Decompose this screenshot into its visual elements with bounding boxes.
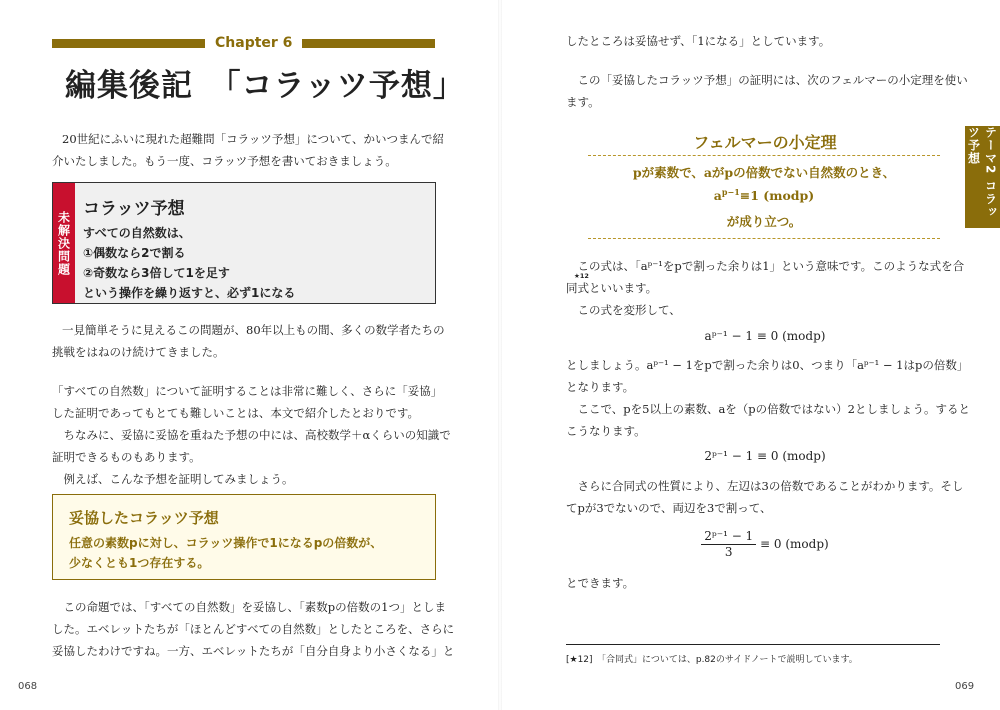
theorem-formula — [500, 187, 1000, 203]
footnote-marker: ★12 — [574, 272, 589, 280]
footnote: [★12] 「合同式」については、p.82のサイドノートで説明しています。 — [566, 655, 858, 665]
intro-paragraph — [52, 128, 444, 172]
right-page — [500, 0, 1000, 710]
page-number-left: 068 — [18, 681, 38, 692]
text-line: この式は、「aᵖ⁻¹をpで割った余りは1」という意味です。このような式を合 — [566, 259, 965, 273]
text-line: した証明であってもとても難しいことは、本文で紹介したとおりです。 — [52, 406, 419, 420]
paragraph-divide — [566, 475, 963, 519]
text-line: ここで、pを5以上の素数、aを（pの倍数ではない）2としましょう。すると — [566, 402, 970, 416]
text-line: となります。 — [566, 380, 635, 394]
fraction-numerator: 2ᵖ⁻¹ − 1 — [701, 529, 756, 545]
text-line: ②奇数なら3倍して1を足す — [83, 266, 230, 280]
text-line: ちなみに、妥協に妥協を重ねた予想の中には、高校数学＋αくらいの知識で — [52, 428, 451, 442]
page-number-right: 069 — [955, 681, 975, 692]
theorem-divider-top — [588, 155, 940, 156]
text-line: こうなります。 — [566, 424, 646, 438]
unsolved-box-body — [83, 223, 295, 303]
theorem-title: フェルマーの小定理 — [693, 133, 837, 152]
text-line: ①偶数なら2で割る — [83, 246, 186, 260]
compromised-conjecture-box — [52, 494, 436, 580]
text-line: 任意の素数pに対し、コラッツ操作で1になるpの倍数が、 — [69, 536, 383, 550]
footnote-rule — [566, 644, 940, 645]
text-line: 例えば、こんな予想を証明してみましょう。 — [52, 472, 294, 486]
formula-base: a — [713, 188, 722, 204]
compromise-box-title: 妥協したコラッツ予想 — [69, 509, 219, 527]
text-line: この命題では、「すべての自然数」を妥協し、「素数pの倍数の1つ」としま — [52, 600, 446, 614]
text-line: 少なくとも1つ存在する。 — [69, 556, 210, 570]
theorem-line-3: が成り立つ。 — [726, 214, 802, 229]
paragraph-conclusion — [566, 572, 634, 594]
text-line: ます。 — [566, 95, 600, 109]
paragraph-theorem-intro — [566, 69, 968, 113]
paragraph-congruence — [566, 255, 964, 321]
equation-3 — [500, 529, 1000, 560]
text-line: 一見簡単そうに見えるこの問題が、80年以上もの間、多くの数学者たちの — [62, 323, 445, 337]
text-line: 同式といいます。 — [566, 281, 658, 295]
theme-side-tab[interactable]: テーマ2 コラッツ予想 — [965, 126, 1000, 228]
equation-3-fraction — [701, 529, 756, 560]
paragraph-remainder — [566, 354, 970, 442]
fraction-denominator: 3 — [724, 545, 733, 559]
paragraph-proposition — [52, 596, 454, 662]
text-line: この「妥協したコラッツ予想」の証明には、次のフェルマーの小定理を使い — [566, 73, 968, 87]
theorem-divider-bottom — [588, 238, 940, 239]
equation-3-rest: ≡ 0 (modp) — [760, 537, 829, 551]
text-line: 挑戦をはねのけ続けてきました。 — [52, 345, 225, 359]
equation-1: aᵖ⁻¹ − 1 ≡ 0 (modp) — [704, 329, 826, 343]
unsolved-box-title: コラッツ予想 — [83, 199, 185, 219]
unsolved-problem-box — [52, 182, 436, 304]
chapter-label: Chapter 6 — [205, 35, 302, 52]
paragraph-difficulty — [52, 380, 451, 490]
paragraph-continued — [566, 30, 830, 52]
text-line: 証明できるものもあります。 — [52, 450, 201, 464]
compromise-box-body — [69, 533, 382, 573]
text-line: さらに合同式の性質により、左辺は3の倍数であることがわかります。そし — [566, 479, 964, 493]
text-line: という操作を繰り返すと、必ず1になる — [83, 286, 296, 300]
text-line: 介いたしました。もう一度、コラッツ予想を書いておきましょう。 — [52, 154, 397, 168]
page-title: 編集後記 「コラッツ予想」 — [65, 68, 465, 104]
text-line: 妥協したわけですね。一方、エベレットたちが「自分自身より小さくなる」と — [52, 644, 455, 658]
text-line: すべての自然数は、 — [83, 226, 191, 240]
text-line: この式を変形して、 — [566, 303, 681, 317]
text-line: としましょう。aᵖ⁻¹ − 1をpで割った余りは0、つまり「aᵖ⁻¹ − 1はpの倍数」 — [566, 358, 969, 372]
text-line: 20世紀にふいに現れた超難問「コラッツ予想」について、かいつまんで紹 — [62, 132, 444, 146]
equation-2: 2ᵖ⁻¹ − 1 ≡ 0 (modp) — [704, 449, 826, 463]
text-line: てpが3でないので、両辺を3で割って、 — [566, 501, 772, 515]
formula-exponent: p−1 — [721, 187, 740, 197]
formula-rest: ≡1 (modp) — [739, 188, 815, 204]
paragraph-history — [52, 319, 445, 363]
theorem-line-1: pが素数で、aがpの倍数でない自然数のとき、 — [632, 165, 896, 180]
text-line: 「すべての自然数」について証明することは非常に難しく、さらに「妥協」 — [52, 384, 443, 398]
text-line: とできます。 — [566, 576, 635, 590]
text-line: した。エベレットたちが「ほとんどすべての自然数」としたところを、さらに — [52, 622, 455, 636]
unsolved-tag: 未解決問題 — [53, 183, 75, 303]
text-line: したところは妥協せず、「1になる」としています。 — [566, 34, 831, 48]
